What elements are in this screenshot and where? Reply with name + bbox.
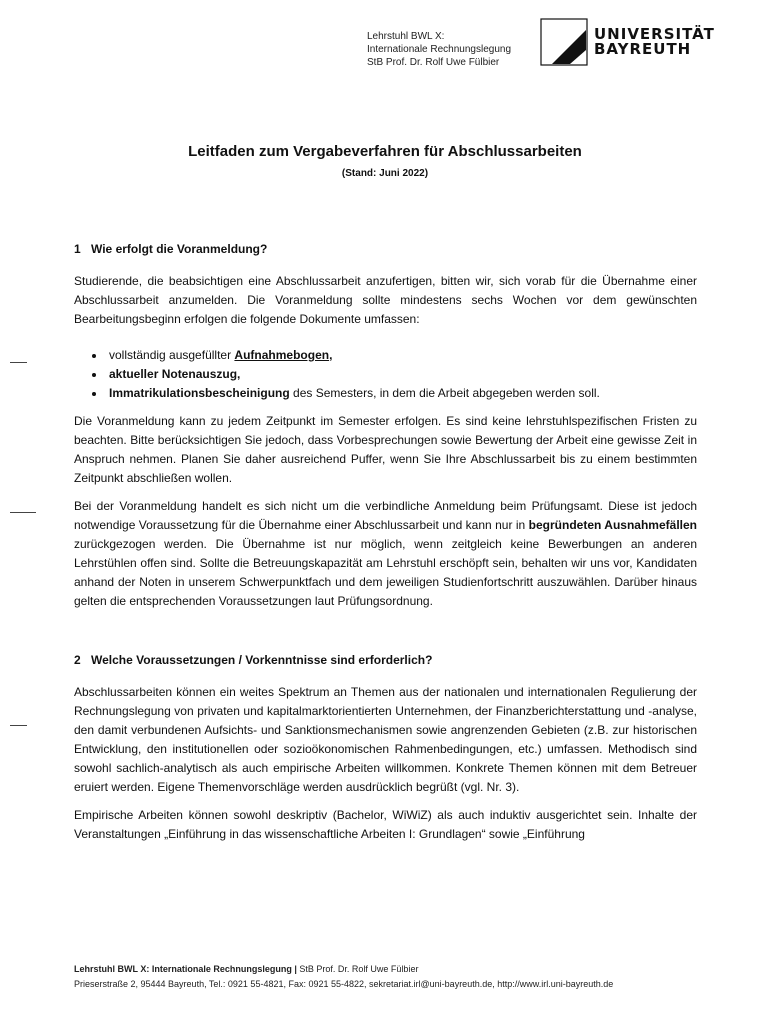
list-item bbox=[106, 384, 697, 403]
footer-separator: | bbox=[294, 964, 297, 974]
chair-line-1: Lehrstuhl BWL X: bbox=[367, 31, 445, 42]
paragraph-text: zurückgezogen werden. Die Übernahme ist nur möglich, wenn zeitgleich keine Bewerbungen an anderen Lehrstühlen offen sind. Sollte die Betreuungskapazität am Lehrstuhl erschöpft sein, behalten wir uns vor, Kandidaten anhand der Noten in unserem Schwerpunktfach und dem jeweiligen Studienfortschritt auszuwählen. Darüber hinaus gelten die entsprechenden Voraussetzungen laut Prüfungsordnung. bbox=[74, 537, 697, 608]
university-logo bbox=[540, 18, 715, 66]
section-1-title: Wie erfolgt die Voranmeldung? bbox=[91, 242, 268, 256]
paragraph-text: Bei der Voranmeldung handelt es sich nicht um die verbindliche Anmeldung beim Prüfungsamt. Diese ist jedoch notwendige Voraussetzung für die Übernahme einer Abschlussarbeit und kann nur in bbox=[74, 499, 697, 532]
section-1-paragraph-1: Studierende, die beabsichtigen eine Abschlussarbeit anzufertigen, bitten wir, sich vorab für die Übernahme einer Abschlussarbeit anzumelden. Die Voranmeldung sollte mindestens sechs Wochen vor dem gewünschten Bearbeitungsbeginn erfolgen die folgende Dokumente umfassen: bbox=[74, 274, 697, 326]
aufnahmebogen-link[interactable]: Aufnahmebogen bbox=[234, 348, 330, 362]
footer-professor: StB Prof. Dr. Rolf Uwe Fülbier bbox=[299, 964, 419, 974]
logo-wordmark bbox=[594, 27, 715, 57]
fold-mark-2 bbox=[10, 512, 36, 513]
list-item-text: aktueller Notenauszug, bbox=[109, 367, 241, 381]
university-logo-mark-icon bbox=[540, 18, 588, 66]
list-item-bold: Immatrikulationsbescheinigung bbox=[109, 386, 290, 400]
section-2-paragraph-2: Empirische Arbeiten können sowohl deskriptiv (Bachelor, WiWiZ) als auch induktiv ausgerichtet sein. Inhalte der Veranstaltungen „Einführung in das wissenschaftliche Arbeiten I: Grundlagen“ sowie „Einführung bbox=[74, 808, 697, 841]
section-2-number: 2 bbox=[74, 653, 81, 667]
list-item-text: des Semesters, in dem die Arbeit abgegeben werden soll. bbox=[289, 386, 600, 400]
fold-mark-1 bbox=[10, 362, 27, 363]
section-2-title: Welche Voraussetzungen / Vorkenntnisse sind erforderlich? bbox=[91, 653, 433, 667]
chair-info bbox=[367, 30, 511, 69]
footer-chair: Lehrstuhl BWL X: Internationale Rechnungslegung bbox=[74, 964, 292, 974]
section-1-paragraph-3 bbox=[74, 497, 697, 611]
document-title: Leitfaden zum Vergabeverfahren für Abschlussarbeiten bbox=[188, 143, 582, 160]
section-1-paragraph-2: Die Voranmeldung kann zu jedem Zeitpunkt im Semester erfolgen. Es sind keine lehrstuhlspezifischen Fristen zu beachten. Bitte berücksichtigen Sie jedoch, dass Vorbesprechungen sowie Bewertung der Arbeit eine gewisse Zeit in Anspruch nehmen. Planen Sie daher ausreichend Puffer, wenn Sie Ihre Abschlussarbeit bis zu einem bestimmten Zeitpunkt abschließen wollen. bbox=[74, 414, 697, 485]
document-body bbox=[74, 240, 697, 844]
footer-line-1 bbox=[74, 962, 613, 977]
section-1-heading bbox=[74, 240, 697, 259]
paragraph-emphasis: begründeten Ausnahmefällen bbox=[528, 518, 697, 532]
fold-mark-3 bbox=[10, 725, 27, 726]
footer-address: Prieserstraße 2, 95444 Bayreuth, Tel.: 0921 55-4821, Fax: 0921 55-4822, sekretariat.irl@uni-bayreuth.de, http://www.irl.uni-bayreuth.de bbox=[74, 979, 614, 989]
list-item-text: vollständig ausgefüllter bbox=[109, 348, 235, 362]
required-documents-list bbox=[74, 346, 697, 403]
page-footer bbox=[74, 962, 613, 992]
list-item-comma: , bbox=[329, 348, 333, 362]
list-item bbox=[106, 346, 697, 365]
section-2-heading bbox=[74, 651, 697, 670]
logo-word-2: BAYREUTH bbox=[594, 40, 692, 58]
chair-line-3: StB Prof. Dr. Rolf Uwe Fülbier bbox=[367, 57, 500, 68]
section-2-paragraph-1: Abschlussarbeiten können ein weites Spektrum an Themen aus der nationalen und internationalen Regulierung der Rechnungslegung von privaten und kapitalmarktorientierten Unternehmen, der Finanzberichterstattung und -analyse, den damit verbundenen Aufsichts- und Sanktionsmechanismen sowie angrenzenden Gebieten (z.B. zur historischen Entwicklung, den institutionellen oder sozioökonomischen Rahmenbedingungen, etc.) umfassen. Methodisch sind sowohl sachlich-analytisch als auch empirische Arbeiten willkommen. Konkrete Themen können mit dem Betreuer eruiert werden. Eigene Themenvorschläge werden ausdrücklich begrüßt (vgl. Nr. 3). bbox=[74, 685, 697, 794]
list-item bbox=[106, 365, 697, 384]
section-1-number: 1 bbox=[74, 242, 81, 256]
logo-word-1: UNIVERSITÄT bbox=[594, 25, 715, 43]
chair-line-2: Internationale Rechnungslegung bbox=[367, 44, 511, 55]
document-date: (Stand: Juni 2022) bbox=[341, 168, 429, 179]
